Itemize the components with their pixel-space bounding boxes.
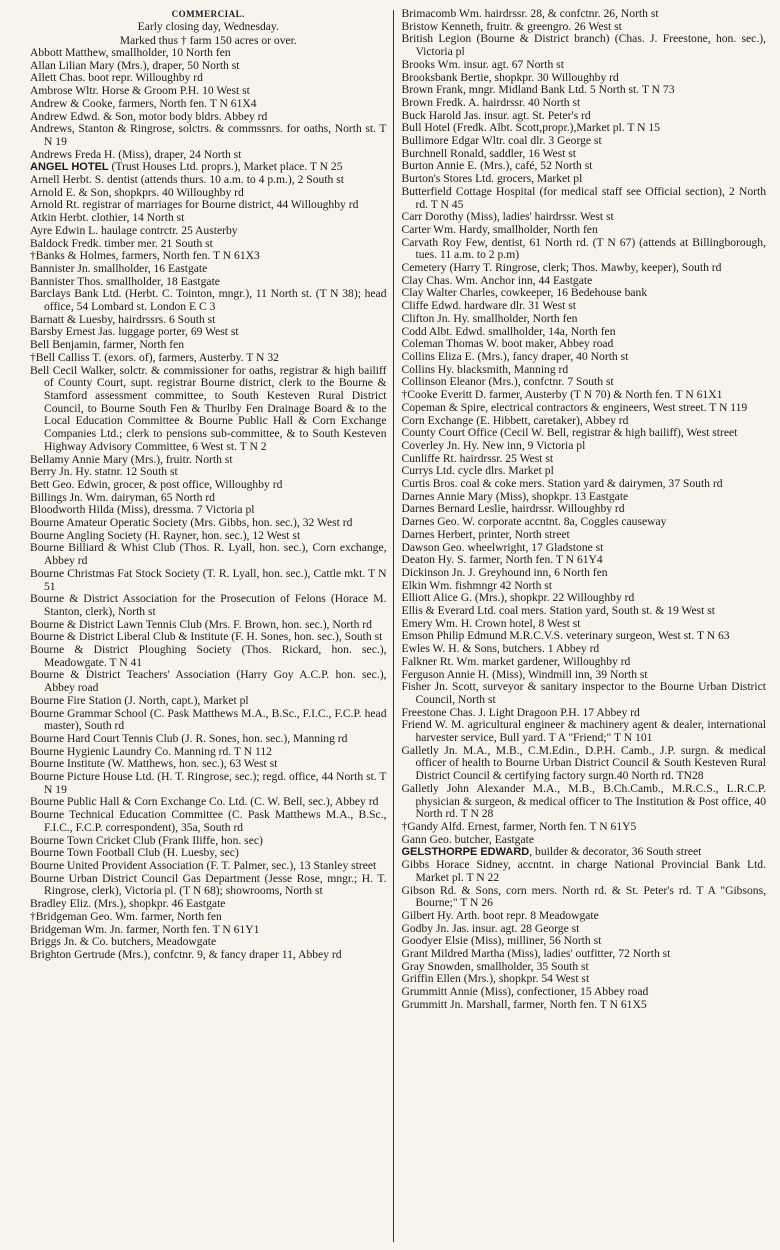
directory-entry: Clay Chas. Wm. Anchor inn, 44 Eastgate [401, 273, 593, 287]
directory-entry: Deaton Hy. S. farmer, North fen. T N 61Y4 [401, 553, 603, 567]
directory-entry: Clifton Jn. Hy. smallholder, North fen [401, 311, 578, 325]
directory-entry: Bourne Billiard & Whist Club (Thos. R. Lyall, hon. sec.), Corn exchange, Abbey rd [30, 541, 387, 568]
directory-entry: Brimacomb Wm. hairdrssr. 28, & confctnr. 26, North st [401, 8, 659, 20]
directory-entry: Bourne Public Hall & Corn Exchange Co. Ltd. (C. W. Bell, sec.), Abbey rd [30, 795, 379, 809]
directory-entry: Collins Eliza E. (Mrs.), fancy draper, 40 North st [401, 349, 629, 363]
directory-entry: Allan Lilian Mary (Mrs.), draper, 50 North st [30, 58, 240, 72]
directory-entry: Briggs Jn. & Co. butchers, Meadowgate [30, 935, 217, 949]
directory-entry: Arnell Herbt. S. dentist (attends thurs. 10 a.m. to 4 p.m.), 2 South st [30, 173, 344, 187]
directory-entry: Gibbs Horace Sidney, accntnt. in charge National Provincial Bank Ltd. Market pl. T N 22 [401, 858, 766, 884]
right-column [394, 8, 767, 1244]
directory-entry: Andrews Freda H. (Miss), draper, 24 North st [30, 147, 242, 161]
directory-entry: Carr Dorothy (Miss), ladies' hairdrssr. West st [401, 210, 614, 224]
directory-entry: Bourne & District Association for the Prosecution of Felons (Horace M. Stanton, clerk), North st [30, 592, 387, 618]
directory-entry: Clay Walter Charles, cowkeeper, 16 Bedehouse bank [401, 286, 648, 300]
directory-entry: Coverley Jn. Hy. New inn, 9 Victoria pl [401, 438, 586, 452]
directory-entry: Corn Exchange (E. Hibbett, caretaker), Abbey rd [401, 413, 629, 427]
directory-entry: Carter Wm. Hardy, smallholder, North fen [401, 222, 598, 236]
directory-entry: Darnes Herbert, printer, North street [401, 527, 570, 541]
directory-entry: Bourne Fire Station (J. North, capt.), Market pl [30, 693, 249, 707]
directory-entry: Bradley Eliz. (Mrs.), shopkpr. 46 Eastgate [30, 897, 226, 911]
directory-entry: Arnold E. & Son, shopkprs. 40 Willoughby rd [30, 185, 244, 199]
directory-entry: Atkin Herbt. clothier, 14 North st [30, 211, 185, 225]
directory-entry: Bullimore Edgar Wltr. coal dlr. 3 George st [401, 134, 602, 148]
directory-entry: Ayre Edwin L. haulage contrctr. 25 Austerby [30, 223, 238, 237]
directory-entry: Bannister Jn. smallholder, 16 Eastgate [30, 261, 208, 275]
directory-entry: Arnold Rt. registrar of marriages for Bourne district, 44 Willoughby rd [30, 198, 359, 212]
directory-entry: Bridgeman Wm. Jn. farmer, North fen. T N 61Y1 [30, 922, 260, 936]
directory-entry: Burton Annie E. (Mrs.), café, 52 North st [401, 159, 593, 173]
directory-entry: Darnes Geo. W. corporate accntnt. 8a, Coggles causeway [401, 515, 667, 529]
directory-entry: Bourne Christmas Fat Stock Society (T. R. Lyall, hon. sec.), Cattle mkt. T N 51 [30, 566, 387, 593]
directory-entry: Emson Philip Edmund M.R.C.V.S. veterinary surgeon, West st. T N 63 [401, 629, 730, 643]
directory-entry: Godby Jn. Jas. insur. agt. 28 George st [401, 921, 580, 935]
directory-entry: Bourne Town Cricket Club (Frank Iliffe, hon. sec) [30, 833, 263, 847]
directory-entry: Grummitt Jn. Marshall, farmer, North fen. T N 61X5 [401, 997, 647, 1011]
directory-entry: Andrew Edwd. & Son, motor body bldrs. Abbey rd [30, 109, 268, 123]
directory-entry: Brighton Gertrude (Mrs.), confctnr. 9, & fancy draper 11, Abbey rd [30, 947, 342, 961]
directory-entry: Elkin Wm. fishmngr 42 North st [401, 578, 552, 592]
directory-entry: Bourne Hard Court Tennis Club (J. R. Sones, hon. sec.), Manning rd [30, 731, 348, 745]
directory-entry: Coleman Thomas W. boot maker, Abbey road [401, 337, 614, 351]
directory-entry: Andrew & Cooke, farmers, North fen. T N 61X4 [30, 96, 257, 110]
directory-entry: Buck Harold Jas. insur. agt. St. Peter's rd [401, 108, 591, 122]
directory-entry: Bannister Thos. smallholder, 18 Eastgate [30, 274, 220, 288]
directory-entry: Bourne Institute (W. Matthews, hon. sec.), 63 West st [30, 757, 278, 771]
directory-entry: Galletly Jn. M.A., M.B., C.M.Edin., D.P.H. Camb., J.P. surgn. & medical officer of health to Bourne Urban District Council & South Kesteven Rural District Council & certifying factory surgn.40 North rd. TN28 [401, 743, 766, 783]
directory-entry: Bourne Town Football Club (H. Luesby, sec) [30, 846, 239, 860]
left-column [30, 8, 393, 1244]
directory-entry: Brooks Wm. insur. agt. 67 North st [401, 57, 564, 71]
directory-entry: Bourne & District Teachers' Association (Harry Goy A.C.P. hon. sec.), Abbey road [30, 668, 387, 695]
directory-entry: ANGEL HOTEL (Trust Houses Ltd. proprs.), Market place. T N 25 [30, 160, 343, 174]
directory-entry: Carvath Roy Few, dentist, 61 North rd. (T N 67) (attends at Billingborough, tues. 11 a.m. to 2 p.m) [401, 235, 766, 262]
directory-entry: Fisher Jn. Scott, surveyor & sanitary inspector to the Bourne Urban District Council, North st [401, 680, 766, 706]
directory-entry: Bourne & District Lawn Tennis Club (Mrs. F. Brown, hon. sec.), North rd [30, 617, 372, 631]
directory-entry: Bull Hotel (Fredk. Albt. Scott,propr.),Market pl. T N 15 [401, 121, 660, 135]
directory-entry: Ferguson Annie H. (Miss), Windmill inn, 39 North st [401, 667, 648, 681]
directory-entry: Elliott Alice G. (Mrs.), shopkpr. 22 Willoughby rd [401, 591, 635, 605]
directory-entry: †Gandy Alfd. Ernest, farmer, North fen. T N 61Y5 [401, 820, 637, 833]
directory-entry: Gibson Rd. & Sons, corn mers. North rd. & St. Peter's rd. T A "Gibsons, Bourne;" T N 26 [401, 883, 766, 910]
directory-entry: †Bell Calliss T. (exors. of), farmers, Austerby. T N 32 [30, 350, 279, 364]
directory-entry: Bloodworth Hilda (Miss), dressma. 7 Victoria pl [30, 503, 255, 517]
columns [30, 8, 766, 1244]
directory-entry: Bourne United Provident Association (F. T. Palmer, sec.), 13 Stanley street [30, 859, 377, 872]
early-closing-note: Early closing day, Wednesday. [137, 20, 279, 33]
directory-entry: Barnatt & Luesby, hairdrssrs. 6 South st [30, 312, 216, 326]
directory-entry: Bourne Technical Education Committee (C. Pask Matthews M.A., B.Sc., F.I.C., F.C.P. correspondent), 35a, South rd [30, 808, 387, 834]
farm-marker-note: Marked thus † farm 150 acres or over. [119, 33, 297, 47]
directory-entry: Billings Jn. Wm. dairyman, 65 North rd [30, 490, 215, 504]
directory-entry: Griffin Ellen (Mrs.), shopkpr. 54 West st [401, 972, 590, 986]
directory-entry: Currys Ltd. cycle dlrs. Market pl [401, 464, 554, 478]
directory-entry: Curtis Bros. coal & coke mers. Station yard & dairymen, 37 South rd [401, 477, 723, 491]
directory-entry: Darnes Annie Mary (Miss), shopkpr. 13 Eastgate [401, 489, 629, 503]
directory-entry: Darnes Bernard Leslie, hairdrssr. Willoughby rd [401, 502, 625, 516]
directory-entry: Bristow Kenneth, fruitr. & greengro. 26 West st [401, 19, 622, 33]
directory-entry: Berry Jn. Hy. statnr. 12 South st [30, 465, 178, 479]
directory-entry: Barclays Bank Ltd. (Herbt. C. Tointon, mngr.), 11 North st. (T N 38); head office, 54 Lombard st. London E C 3 [30, 287, 387, 314]
bold-trade-name: GELSTHORPE EDWARD [401, 846, 530, 859]
directory-entry: †Banks & Holmes, farmers, North fen. T N 61X3 [30, 249, 260, 263]
directory-entry: Bell Benjamin, farmer, North fen [30, 338, 185, 352]
directory-entry: Cliffe Edwd. hardware dlr. 31 West st [401, 299, 576, 313]
directory-entry: Ambrose Wltr. Horse & Groom P.H. 10 West st [30, 84, 250, 98]
directory-entry: Copeman & Spire, electrical contractors & engineers, West street. T N 119 [401, 400, 748, 414]
directory-entry: Freestone Chas. J. Light Dragoon P.H. 17 Abbey rd [401, 705, 640, 719]
directory-entry: Bourne Amateur Operatic Society (Mrs. Gibbs, hon. sec.), 32 West rd [30, 516, 353, 530]
directory-entry: Bourne & District Ploughing Society (Thos. Rickard, hon. sec.), Meadowgate. T N 41 [30, 643, 387, 669]
directory-entry: British Legion (Bourne & District branch) (Chas. J. Freestone, hon. sec.), Victoria pl [401, 32, 766, 59]
bold-trade-name: ANGEL HOTEL [30, 161, 109, 174]
directory-entry: Gray Snowden, smallholder, 35 South st [401, 959, 589, 973]
directory-entry: Bourne Hygienic Laundry Co. Manning rd. T N 112 [30, 744, 272, 758]
directory-entry: Bourne Picture House Ltd. (H. T. Ringrose, sec.); regd. office, 44 North st. T N 19 [30, 770, 387, 796]
directory-entry: Bell Cecil Walker, solctr. & commissioner for oaths, registrar & high bailiff of County Court, supt. registrar Bourne district, clerk to the Bourne & Stamford assessment committee, to South Kesteven Rural District Council, to Bourne South Fen & Thurlby Fen Drainage Board & to the Local Education Committee & Bourne Public Hall & Corn Exchange Companies Ltd.; clerk to pensions sub-committee, & to South Kesteven Highway Advisory Committee, 6 West st. T N 2 [30, 363, 387, 453]
directory-entry: Cunliffe Rt. hairdrssr. 25 West st [401, 451, 554, 465]
directory-entry: Bellamy Annie Mary (Mrs.), fruitr. North st [30, 452, 233, 466]
directory-entry: Emery Wm. H. Crown hotel, 8 West st [401, 616, 581, 630]
directory-entry: Grummitt Annie (Miss), confectioner, 15 Abbey road [401, 985, 649, 999]
directory-entry: Brown Fredk. A. hairdrssr. 40 North st [401, 95, 581, 109]
directory-entry: Bourne Urban District Council Gas Department (Jesse Rose, mngr.; H. T. Ringrose, clerk), Victoria pl. (T N 68); showrooms, North st [30, 871, 387, 898]
directory-entry: †Cooke Everitt D. farmer, Austerby (T N 70) & North fen. T N 61X1 [401, 388, 723, 402]
directory-entry: Butterfield Cottage Hospital (for medical staff see Official section), 2 North rd. T N 45 [401, 184, 766, 211]
directory-entry: Barsby Ernest Jas. luggage porter, 69 West st [30, 325, 239, 339]
directory-entry: Gann Geo. butcher, Eastgate [401, 832, 534, 846]
directory-entry: Allett Chas. boot repr. Willoughby rd [30, 71, 203, 85]
directory-entry: Baldock Fredk. timber mer. 21 South st [30, 236, 213, 250]
directory-entry: Collins Hy. blacksmith, Manning rd [401, 362, 569, 376]
directory-entry: Dawson Geo. wheelwright, 17 Gladstone st [401, 540, 604, 554]
section-heading: COMMERCIAL. [171, 9, 245, 19]
directory-entry: Cemetery (Harry T. Ringrose, clerk; Thos. Mawby, keeper), South rd [401, 261, 722, 275]
directory-entry: Burchnell Ronald, saddler, 16 West st [401, 146, 577, 160]
directory-entry: Burton's Stores Ltd. grocers, Market pl [401, 172, 583, 186]
directory-entry: Ellis & Everard Ltd. coal mers. Station yard, South st. & 19 West st [401, 604, 715, 618]
directory-entry: Ewles W. H. & Sons, butchers. 1 Abbey rd [401, 642, 600, 656]
directory-entry: †Bridgeman Geo. Wm. farmer, North fen [30, 909, 222, 923]
directory-entry: Bett Geo. Edwin, grocer, & post office, Willoughby rd [30, 477, 283, 491]
directory-entry: County Court Office (Cecil W. Bell, registrar & high bailiff), West street [401, 426, 738, 440]
directory-entry: Galletly John Alexander M.A., M.B., B.Ch.Camb., M.R.C.S., L.R.C.P. physician & surgeon, & medical officer to The Institution & Post office, 40 North rd. T N 28 [401, 781, 766, 821]
directory-entry: Andrews, Stanton & Ringrose, solctrs. & commssnrs. for oaths, North st. T N 19 [30, 122, 387, 148]
directory-entry: GELSTHORPE EDWARD, builder & decorator, 36 South street [401, 845, 702, 859]
directory-entry: Collinson Eleanor (Mrs.), confctnr. 7 South st [401, 375, 614, 389]
directory-entry: Goodyer Elsie (Miss), milliner, 56 North st [401, 934, 602, 948]
directory-entry: Codd Albt. Edwd. smallholder, 14a, North fen [401, 324, 616, 338]
directory-entry: Dickinson Jn. J. Greyhound inn, 6 North fen [401, 565, 608, 579]
directory-entry: Gilbert Hy. Arth. boot repr. 8 Meadowgate [401, 908, 599, 922]
directory-entry: Brooksbank Bertie, shopkpr. 30 Willoughby rd [401, 70, 619, 84]
directory-entry: Bourne & District Liberal Club & Institute (F. H. Sones, hon. sec.), South st [30, 630, 383, 644]
directory-entry: Bourne Grammar School (C. Pask Matthews M.A., B.Sc., F.I.C., F.C.P. head master), South rd [30, 706, 387, 733]
directory-entry: Grant Mildred Martha (Miss), ladies' outfitter, 72 North st [401, 947, 671, 961]
directory-entry: Friend W. M. agricultural engineer & machinery agent & dealer, international harvester service, Bull yard. T A "Friend;" T N 101 [401, 718, 766, 745]
directory-entry: Brown Frank, mngr. Midland Bank Ltd. 5 North st. T N 73 [401, 83, 675, 97]
directory-entry: Abbott Matthew, smallholder, 10 North fen [30, 46, 231, 59]
directory-entry: Bourne Angling Society (H. Rayner, hon. sec.), 12 West st [30, 528, 301, 542]
directory-entry: Falkner Rt. Wm. market gardener, Willoughby rd [401, 654, 631, 668]
